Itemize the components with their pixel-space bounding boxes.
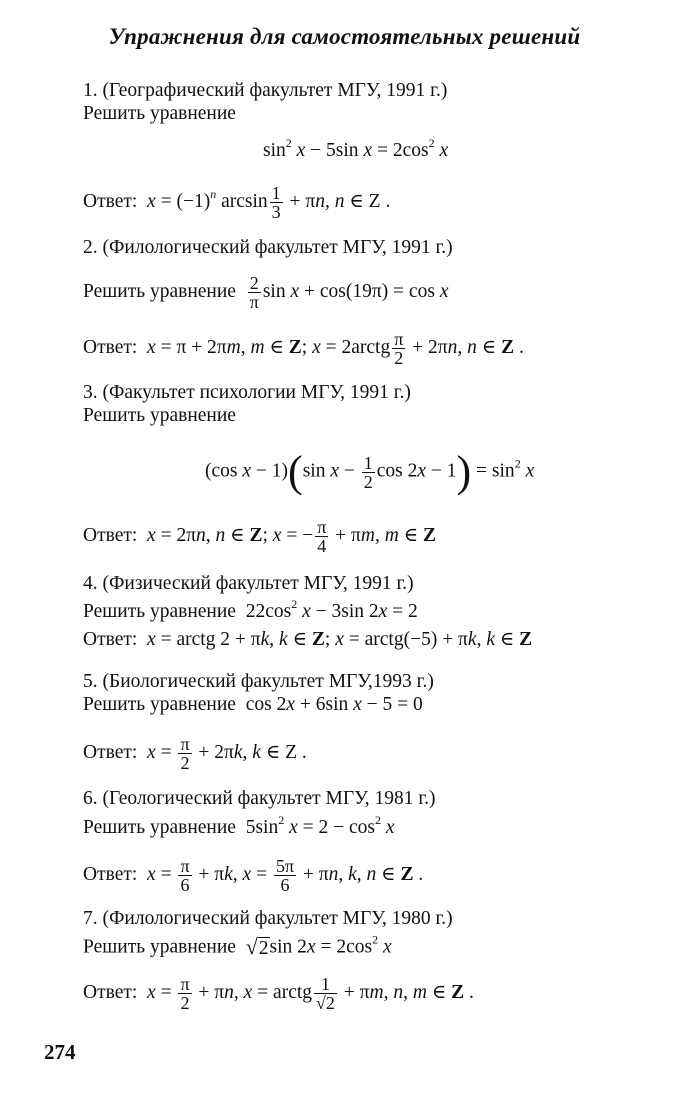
problem-2-header: 2. (Филологический факультет МГУ, 1991 г.) [83,237,453,258]
fraction: $\frac{1}{3}$ [271,183,281,222]
problem-4-answer-label: Ответ: [83,629,138,650]
fraction: $\frac{\pi}{4}$ [317,517,327,556]
fraction: $\frac{5\pi}{6}$ [275,856,295,895]
fraction: $\frac{\pi}{2}$ [180,734,190,773]
problem-7-header: 7. (Филологический факультет МГУ, 1980 г.) [83,908,453,929]
problem-7-statement: Решить уравнение √2sin $2x = 2\cos^2$ x [83,932,392,959]
page-number: 274 [44,1040,76,1064]
problem-4-header: 4. (Физический факультет МГУ, 1991 г.) [83,573,414,594]
problem-4-answer: Ответ: x = arctg 2 + πk, k ∈ Z; x = arctg(−5) + πk, k ∈ Z [83,629,533,650]
problem-6-header: 6. (Геологический факультет МГУ, 1981 г.) [83,788,436,809]
problem-3-header: 3. (Факультет психологии МГУ, 1991 г.) [83,382,411,403]
problem-1-answer-label: Ответ: [83,190,138,212]
problem-1-solve-label: Решить уравнение [83,103,236,124]
problem-6-answer-label: Ответ: [83,863,138,885]
problem-1-answer: Ответ: $x = (-1)^n$ arcsin $\frac{1}{3}$ + πn, n ∈ Z . [83,183,391,222]
fraction: $\frac{2}{\pi}$ [249,273,259,312]
problem-7-answer: Ответ: x = $\frac{\pi}{2}$ + πn, x = arctg $\frac{1}{√2}$ + πm, n, m ∈ Z . [83,974,474,1013]
page-title: Упражнения для самостоятельных решений [108,24,581,49]
problem-5-answer-label: Ответ: [83,741,138,763]
problem-5-solve-label: Решить уравнение [83,694,236,715]
problem-7-solve-label: Решить уравнение [83,936,236,958]
fraction: $\frac{\pi}{2}$ [180,974,190,1013]
problem-6-solve-label: Решить уравнение [83,817,236,838]
fraction: $\frac{1}{√2}$ [316,974,335,1013]
square-root: √2 [245,934,269,959]
problem-3-solve-label: Решить уравнение [83,405,236,426]
problem-3-answer: Ответ: x = 2πn, n ∈ Z; x = − $\frac{\pi}{4}$ + πm, m ∈ Z [83,517,437,556]
problem-3-answer-label: Ответ: [83,524,138,546]
problem-3-equation: (cos x − 1)(sin x − $\frac{1}{2}$ $\cos 2x - 1) = \sin^2 x$ [205,447,535,496]
fraction: $\frac{1}{2}$ [363,452,373,492]
problem-6-answer: Ответ: x = $\frac{\pi}{6}$ + πk, x = $\frac{5\pi}{6}$ + πn, k, n ∈ Z . [83,856,424,895]
problem-6-statement: Решить уравнение $5\sin^2$ $x = 2 - \cos^2 x$ [83,813,395,838]
problem-1-equation: $\sin^2 x - 5\sin$ $x = 2\cos^2$ x [263,136,449,161]
fraction: $\frac{\pi}{6}$ [180,856,190,895]
fraction: $\frac{\pi}{2}$ [394,329,404,368]
problem-1-header: 1. (Географический факультет МГУ, 1991 г.) [83,80,448,101]
problem-2-solve-label: Решить уравнение [83,280,236,302]
problem-7-answer-label: Ответ: [83,981,138,1003]
problem-4-solve-label: Решить уравнение [83,601,236,622]
problem-5-answer: Ответ: x = $\frac{\pi}{2}$ + 2πk, k ∈ Z . [83,734,307,773]
problem-2-statement: Решить уравнение $\frac{2}{\pi}$ sin x + cos(19π) = cos x [83,273,449,312]
problem-2-answer-label: Ответ: [83,336,138,358]
problem-4-statement: Решить уравнение $22\cos^2$ x − 3sin 2x = 2 [83,597,418,622]
problem-5-statement: Решить уравнение cos 2x + 6sin x − 5 = 0 [83,694,423,715]
problem-5-header: 5. (Биологический факультет МГУ,1993 г.) [83,671,434,692]
problem-2-answer: Ответ: x = π + 2πm, m ∈ Z; x = 2arctg $\frac{\pi}{2}$ + 2πn, n ∈ Z . [83,329,524,368]
